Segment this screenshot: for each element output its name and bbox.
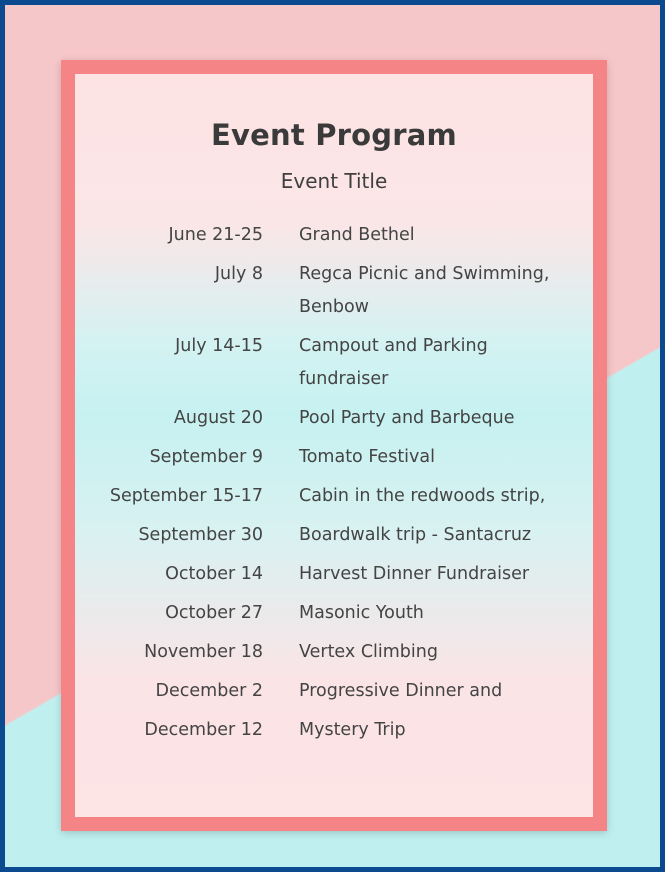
event-name: Vertex Climbing — [299, 642, 438, 662]
event-row — [75, 441, 593, 474]
event-list — [75, 219, 593, 753]
event-date: September 15-17 — [109, 486, 263, 506]
event-row — [75, 402, 593, 435]
event-name: Campout and Parking fundraiser — [299, 336, 488, 389]
event-date: September 9 — [149, 447, 263, 467]
event-date: August 20 — [173, 408, 263, 428]
event-row — [75, 675, 593, 708]
event-row — [75, 558, 593, 591]
event-name: Pool Party and Barbeque — [299, 408, 515, 428]
event-row — [75, 480, 593, 513]
event-date: December 2 — [155, 681, 263, 701]
event-row — [75, 330, 593, 396]
event-name: Harvest Dinner Fundraiser — [299, 564, 530, 584]
event-name: Masonic Youth — [299, 603, 424, 623]
event-row — [75, 597, 593, 630]
event-name: Cabin in the redwoods strip, — [299, 486, 546, 506]
event-name: Boardwalk trip - Santacruz — [299, 525, 532, 545]
event-title: Event Title — [280, 169, 388, 193]
event-date: July 14-15 — [175, 336, 263, 356]
event-name: Grand Bethel — [299, 225, 415, 245]
program-title: Event Program — [211, 118, 457, 152]
event-row — [75, 219, 593, 252]
event-date: December 12 — [144, 720, 263, 740]
event-row — [75, 258, 593, 324]
event-row — [75, 714, 593, 747]
event-date: November 18 — [144, 642, 263, 662]
event-name: Regca Picnic and Swimming, Benbow — [299, 264, 550, 317]
event-date: July 8 — [214, 264, 263, 284]
event-name: Tomato Festival — [299, 447, 435, 467]
event-date: September 30 — [138, 525, 263, 545]
event-date: June 21-25 — [168, 225, 263, 245]
event-name: Progressive Dinner and — [299, 681, 503, 701]
event-date: October 14 — [165, 564, 263, 584]
event-row — [75, 519, 593, 552]
event-row — [75, 636, 593, 669]
event-name: Mystery Trip — [299, 720, 406, 740]
event-program-card — [61, 60, 607, 831]
event-date: October 27 — [165, 603, 263, 623]
